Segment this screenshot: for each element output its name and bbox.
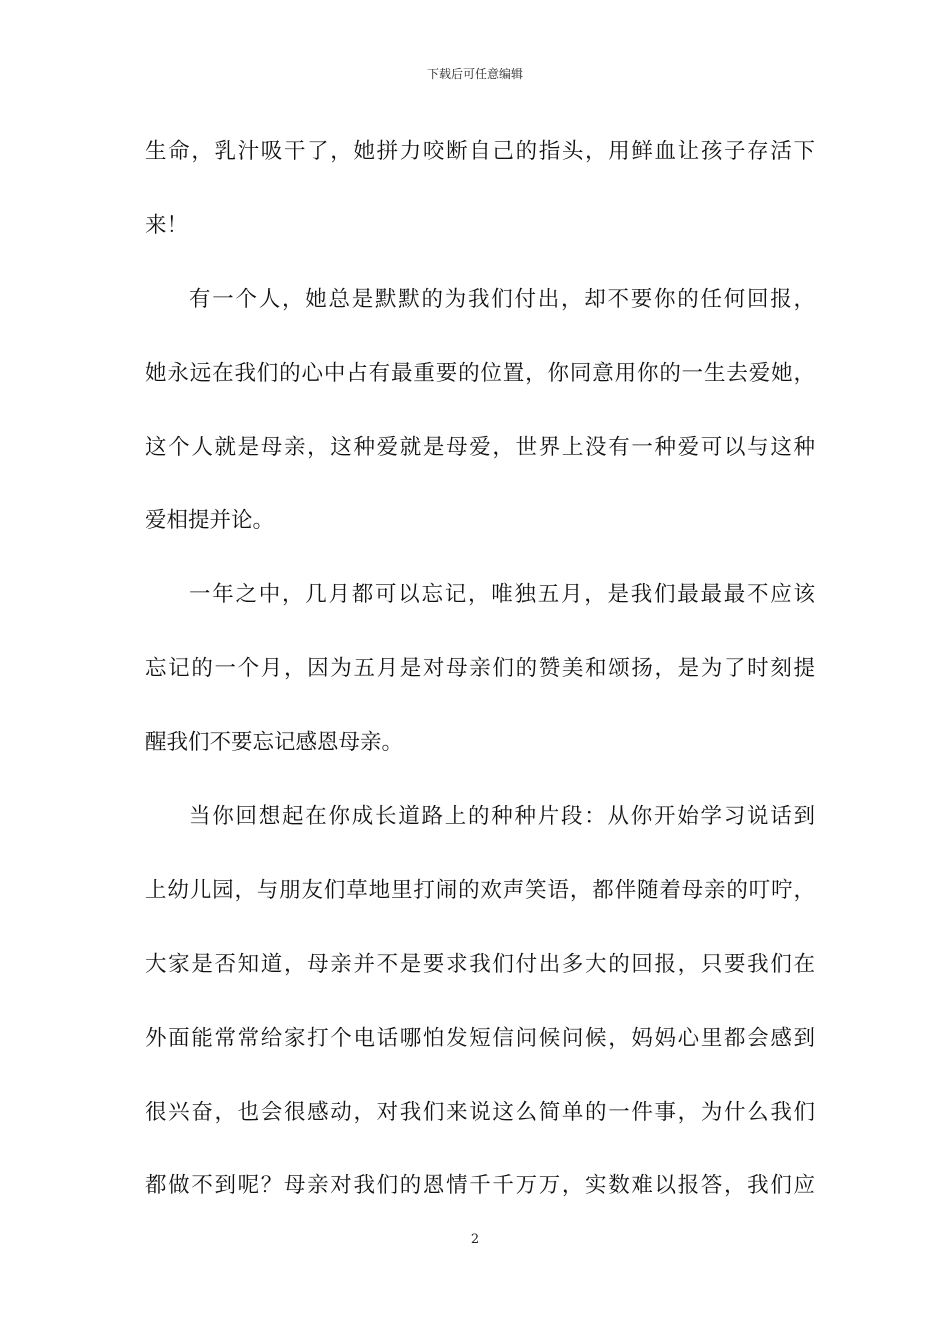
paragraph-first-line: 有一个人，她总是默默的为我们付出，却不要你的任何回报， (189, 286, 815, 312)
text-line: 来！ (145, 212, 189, 238)
text-line: 她永远在我们的心中占有最重要的位置，你同意用你的一生去爱她， (145, 360, 815, 386)
page-header: 下载后可任意编辑 (426, 67, 523, 81)
text-line: 这个人就是母亲，这种爱就是母爱，世界上没有一种爱可以与这种 (145, 434, 815, 460)
text-line: 爱相提并论。 (145, 508, 275, 534)
text-line: 都做不到呢？母亲对我们的恩情千千万万，实数难以报答，我们应 (145, 1173, 815, 1199)
text-line: 忘记的一个月，因为五月是对母亲们的赞美和颂扬，是为了时刻提 (145, 656, 815, 682)
text-line: 上幼儿园，与朋友们草地里打闹的欢声笑语，都伴随着母亲的叮咛， (145, 877, 815, 903)
text-line: 醒我们不要忘记感恩母亲。 (145, 730, 404, 756)
paragraph-first-line: 当你回想起在你成长道路上的种种片段：从你开始学习说话到 (189, 804, 815, 830)
text-line: 外面能常常给家打个电话哪怕发短信问候问候，妈妈心里都会感到 (145, 1025, 815, 1051)
text-line: 大家是否知道，母亲并不是要求我们付出多大的回报，只要我们在 (145, 951, 815, 977)
text-line: 生命，乳汁吸干了，她拼力咬断自己的指头，用鲜血让孩子存活下 (145, 139, 815, 164)
text-line: 很兴奋，也会很感动，对我们来说这么简单的一件事，为什么我们 (145, 1099, 815, 1125)
paragraph-first-line: 一年之中，几月都可以忘记，唯独五月，是我们最最最不应该 (189, 582, 815, 608)
page-number: 2 (470, 1232, 480, 1247)
document-body (145, 128, 815, 1236)
